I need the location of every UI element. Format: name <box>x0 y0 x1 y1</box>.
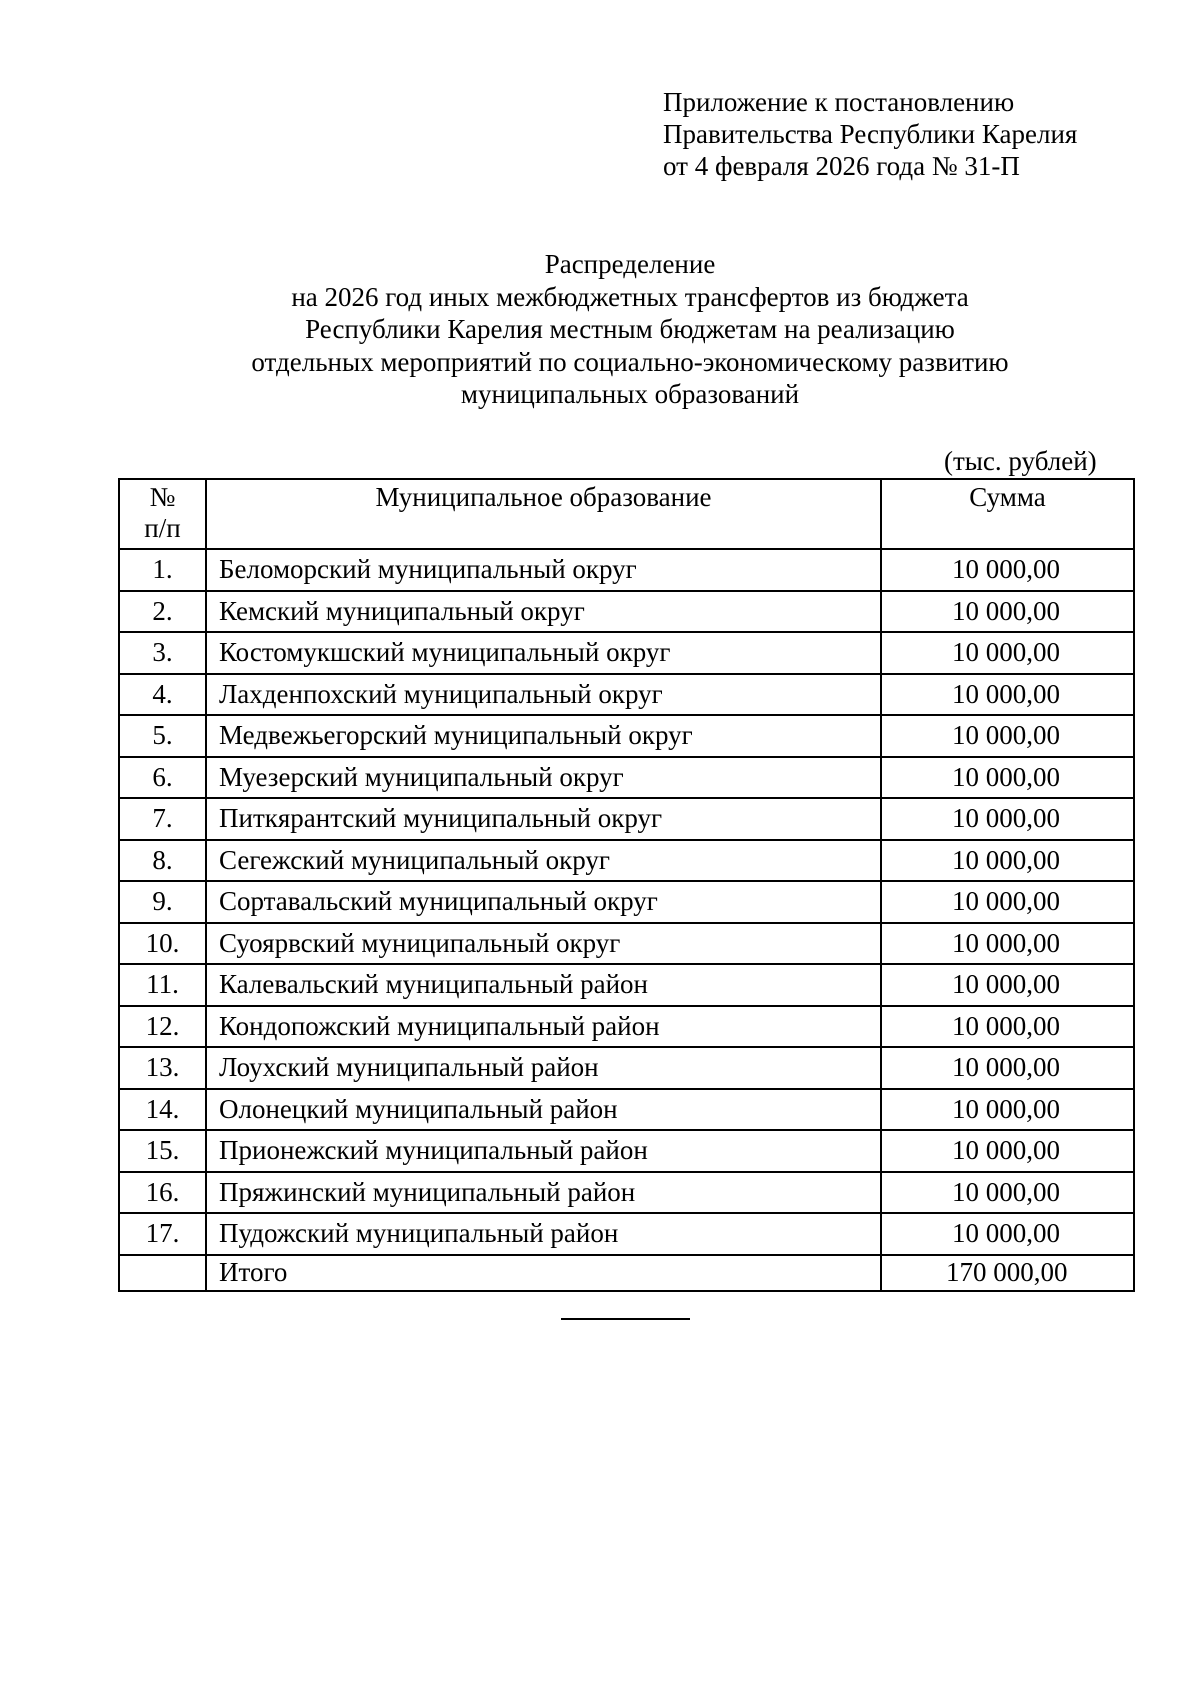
header-name: Муниципальное образование <box>206 479 881 549</box>
row-amount: 10 000,00 <box>881 1172 1134 1214</box>
row-number: 17. <box>119 1213 206 1255</box>
row-number: 3. <box>119 632 206 674</box>
total-label: Итого <box>206 1255 881 1291</box>
row-municipality: Костомукшский муниципальный округ <box>206 632 881 674</box>
row-number: 10. <box>119 923 206 965</box>
row-municipality: Кемский муниципальный округ <box>206 591 881 633</box>
table-row <box>119 549 1134 591</box>
row-municipality: Пудожский муниципальный район <box>206 1213 881 1255</box>
table-row <box>119 757 1134 799</box>
row-amount: 10 000,00 <box>881 1006 1134 1048</box>
row-number: 7. <box>119 798 206 840</box>
row-number: 8. <box>119 840 206 882</box>
document-title: Распределение <box>544 249 716 279</box>
document-heading <box>0 248 1200 411</box>
table-row <box>119 1006 1134 1048</box>
row-municipality: Сортавальский муниципальный округ <box>206 881 881 923</box>
table-row <box>119 632 1134 674</box>
appendix-line: Правительства Республики Карелия <box>663 119 1078 149</box>
row-municipality: Прионежский муниципальный район <box>206 1130 881 1172</box>
appendix-line: от 4 февраля 2026 года № 31-П <box>663 151 1020 181</box>
row-number: 9. <box>119 881 206 923</box>
table-row <box>119 1047 1134 1089</box>
heading-line: Республики Карелия местным бюджетам на реализацию <box>305 314 955 344</box>
row-amount: 10 000,00 <box>881 840 1134 882</box>
row-amount: 10 000,00 <box>881 1089 1134 1131</box>
row-number: 6. <box>119 757 206 799</box>
appendix-note <box>663 86 1077 182</box>
row-municipality: Муезерский муниципальный округ <box>206 757 881 799</box>
row-municipality: Калевальский муниципальный район <box>206 964 881 1006</box>
row-municipality: Лоухский муниципальный район <box>206 1047 881 1089</box>
header-sum: Сумма <box>881 479 1134 549</box>
table-row <box>119 674 1134 716</box>
row-amount: 10 000,00 <box>881 674 1134 716</box>
row-municipality: Кондопожский муниципальный район <box>206 1006 881 1048</box>
heading-line: отдельных мероприятий по социально-экономическому развитию <box>251 346 1009 377</box>
table-row <box>119 1213 1134 1255</box>
row-amount: 10 000,00 <box>881 798 1134 840</box>
row-number: 13. <box>119 1047 206 1089</box>
row-municipality: Олонецкий муниципальный район <box>206 1089 881 1131</box>
row-amount: 10 000,00 <box>881 591 1134 633</box>
heading-line: на 2026 год иных межбюджетных трансфертов из бюджета <box>291 281 969 312</box>
row-number: 12. <box>119 1006 206 1048</box>
appendix-line: Приложение к постановлению <box>663 87 1015 117</box>
row-amount: 10 000,00 <box>881 1047 1134 1089</box>
row-municipality: Суоярвский муниципальный округ <box>206 923 881 965</box>
table-row <box>119 1089 1134 1131</box>
row-number: 4. <box>119 674 206 716</box>
row-municipality: Лахденпохский муниципальный округ <box>206 674 881 716</box>
row-amount: 10 000,00 <box>881 632 1134 674</box>
total-sum: 170 000,00 <box>881 1255 1134 1291</box>
row-number: 2. <box>119 591 206 633</box>
row-municipality: Беломорский муниципальный округ <box>206 549 881 591</box>
row-amount: 10 000,00 <box>881 964 1134 1006</box>
row-amount: 10 000,00 <box>881 549 1134 591</box>
table-row <box>119 1172 1134 1214</box>
header-num-symbol: № <box>149 482 176 512</box>
header-num-abbr: п/п <box>144 513 181 543</box>
row-number: 11. <box>119 964 206 1006</box>
table-row <box>119 798 1134 840</box>
row-number: 5. <box>119 715 206 757</box>
table-row <box>119 923 1134 965</box>
heading-line: муниципальных образований <box>460 379 800 409</box>
table-row <box>119 840 1134 882</box>
table-body <box>119 549 1134 1291</box>
row-municipality: Пряжинский муниципальный район <box>206 1172 881 1214</box>
table-total-row <box>119 1255 1134 1291</box>
row-amount: 10 000,00 <box>881 1130 1134 1172</box>
units-label: (тыс. рублей) <box>944 446 1097 476</box>
row-number: 16. <box>119 1172 206 1214</box>
header-num <box>119 479 206 549</box>
row-municipality: Медвежьегорский муниципальный округ <box>206 715 881 757</box>
end-divider <box>561 1318 690 1320</box>
total-num-cell <box>119 1255 206 1291</box>
distribution-table <box>118 478 1135 1292</box>
row-amount: 10 000,00 <box>881 1213 1134 1255</box>
table-row <box>119 715 1134 757</box>
row-municipality: Питкярантский муниципальный округ <box>206 798 881 840</box>
row-amount: 10 000,00 <box>881 757 1134 799</box>
row-municipality: Сегежский муниципальный округ <box>206 840 881 882</box>
row-number: 1. <box>119 549 206 591</box>
row-amount: 10 000,00 <box>881 881 1134 923</box>
table-row <box>119 591 1134 633</box>
table-header-row <box>119 479 1134 549</box>
row-amount: 10 000,00 <box>881 923 1134 965</box>
table-row <box>119 964 1134 1006</box>
row-number: 15. <box>119 1130 206 1172</box>
table-row <box>119 1130 1134 1172</box>
row-number: 14. <box>119 1089 206 1131</box>
table-row <box>119 881 1134 923</box>
row-amount: 10 000,00 <box>881 715 1134 757</box>
